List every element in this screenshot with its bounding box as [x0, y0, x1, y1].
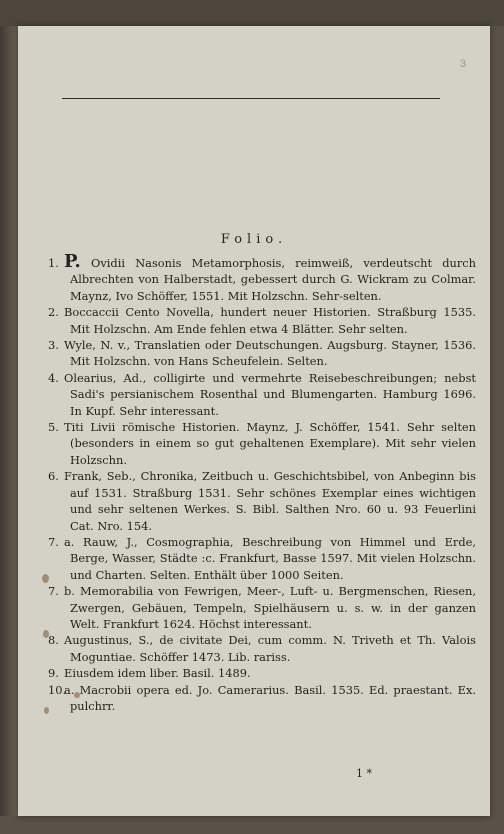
entry-text: Frank, Seb., Chronika, Zeitbuch u. Geschichtsbibel, von Anbeginn bis auf 1531. Straßburg 1531. Sehr schönes Exemplar eines wichtigen und sehr seltenen Werkes. S. Bibl. Salthen Nro. 60 u. 93 Feuerlini Cat. Nro. 154.: [64, 469, 476, 533]
catalog-entry: [48, 682, 476, 715]
entry-number: 2.: [48, 305, 59, 320]
catalog-entry: [48, 337, 476, 370]
catalog-entry: [48, 419, 476, 468]
entry-number: 8.: [48, 633, 59, 648]
catalog-entry: [48, 534, 476, 583]
entry-number: 5.: [48, 420, 59, 435]
catalog-entry: [48, 583, 476, 632]
section-heading: Folio.: [220, 232, 288, 247]
entry-text: Ovidii Nasonis Metamorphosis, reimweiß, verdeutscht durch Albrechten von Halberstadt, gebessert durch G. Wickram zu Colmar. Maynz, Ivo Schöffer, 1551. Mit Holzschn. Sehr-selten.: [70, 256, 477, 303]
entry-text: b. Memorabilia von Fewrigen, Meer-, Luft- u. Bergmenschen, Riesen, Zwergen, Gebäuen, Tempeln, Spielhäusern u. s. w. in der ganzen Welt. Frankfurt 1624. Höchst interessant.: [64, 584, 476, 631]
entry-number: 6.: [48, 469, 59, 484]
catalog-list: [48, 251, 477, 714]
entry-text: Wyle, N. v., Translatien oder Deutschungen. Augsburg. Stayner, 1536. Mit Holzschn. von Hans Scheufelein. Selten.: [64, 338, 476, 369]
catalog-entry: [48, 370, 476, 419]
entry-text: Titi Livii römische Historien. Maynz, J. Schöffer, 1541. Sehr selten (besonders in einem so gut gehaltenen Exemplare). Mit sehr vielen Holzschn.: [64, 420, 476, 467]
entry-text: Olearius, Ad., colligirte und vermehrte Reisebeschreibungen; nebst Sadi's persianischem Rosenthal und Blumengarten. Hamburg 1696. In Kupf. Sehr interessant.: [64, 370, 476, 418]
entry-number: 9.: [48, 666, 59, 681]
entry-number: 7.: [48, 534, 59, 549]
scan-background-top: [0, 0, 504, 26]
catalog-entry: [48, 632, 476, 665]
catalog-entry: [48, 468, 476, 534]
header-rule: [62, 98, 440, 99]
page-corner-mark: 3: [459, 58, 466, 70]
signature-mark: 1 *: [356, 767, 372, 780]
entry-text: Eiusdem idem liber. Basil. 1489.: [64, 666, 251, 681]
entry-number: 4.: [48, 370, 59, 385]
document-page: [18, 26, 490, 816]
entry-number: 7.: [48, 584, 59, 599]
page-gutter: [0, 26, 18, 816]
entry-initial: P.: [64, 251, 81, 272]
entry-text: a. Rauw, J., Cosmographia, Beschreibung von Himmel und Erde, Berge, Wasser, Städte :c. Frankfurt, Basse 1597. Mit vielen Holzschn. und Charten. Selten. Enthält über 1000 Seiten.: [64, 534, 476, 582]
catalog-entry: [48, 304, 476, 337]
entry-text: a. Macrobii opera ed. Jo. Camerarius. Basil. 1535. Ed. praestant. Ex. pulchrr.: [64, 682, 476, 713]
entry-text: Augustinus, S., de civitate Dei, cum comm. N. Triveth et Th. Valois Moguntiae. Schöffer 1473. Lib. rariss.: [64, 633, 476, 664]
entry-text: Boccaccii Cento Novella, hundert neuer Historien. Straßburg 1535. Mit Holzschn. Am Ende fehlen etwa 4 Blätter. Sehr selten.: [64, 305, 476, 336]
entry-number: 1.: [48, 256, 59, 270]
catalog-entry: [48, 251, 477, 304]
catalog-entry: [48, 665, 476, 681]
entry-number: 10.: [48, 682, 67, 697]
entry-number: 3.: [48, 338, 59, 353]
